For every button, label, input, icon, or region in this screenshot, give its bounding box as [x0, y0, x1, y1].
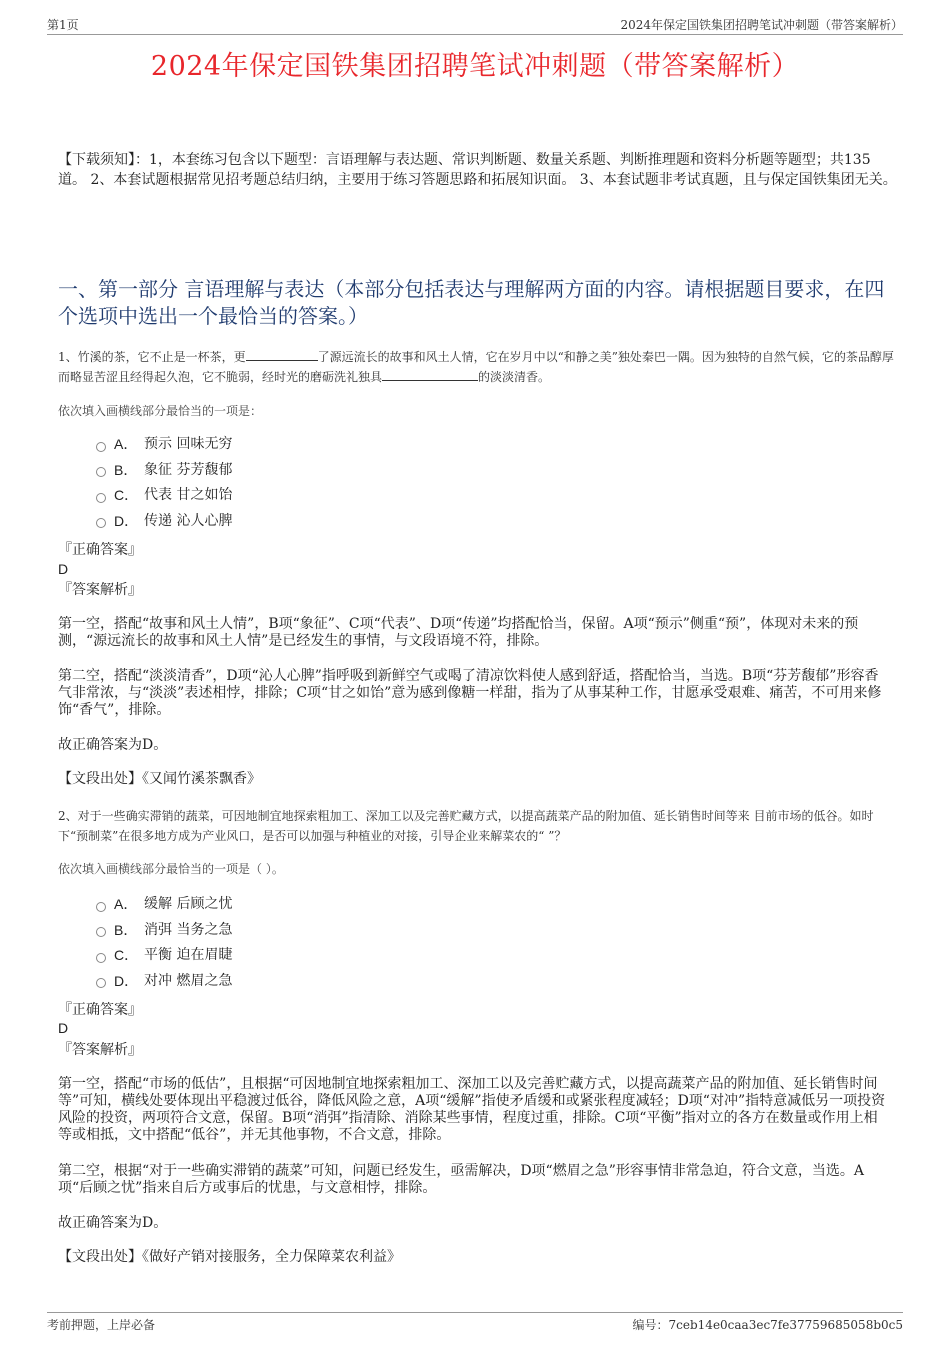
q2-analysis-p3: 故正确答案为D。: [58, 1215, 168, 1231]
q1-analysis-p3: 故正确答案为D。: [58, 737, 168, 753]
radio-icon[interactable]: [96, 518, 106, 528]
q1-analysis-label: 『答案解析』: [58, 582, 142, 598]
q2-analysis-p2: 第二空，根据“对于一些确实滞销的蔬菜”可知，问题已经发生，亟需解决，D项“燃眉之急”形容事情非常急迫，符合文意，当选。A项“后顾之忧”指来自后方或事后的忧患，与文意相悖，排除。: [58, 1163, 864, 1196]
q2-option-d[interactable]: D． 对冲 燃眉之急: [96, 969, 232, 995]
q1-answer: D: [58, 561, 69, 577]
section-heading: 一、第一部分 言语理解与表达（本部分包括表达与理解两方面的内容。请根据题目要求，在四个选项中选出一个最恰当的答案。）: [58, 277, 885, 328]
q2-answer-label: 『正确答案』: [58, 1002, 142, 1018]
q1-answer-label: 『正确答案』: [58, 542, 142, 558]
document-title: 2024年保定国铁集团招聘笔试冲刺题（带答案解析）: [150, 51, 800, 82]
q1-text-b: 了源远流长的故事和风土人情，它在岁月中以“和静之美”独处秦巴一隅。因为独特的自然气候，它的茶品醇厚而略显苦涩且经得起久泡，它不脆弱，经时光的磨砺洗礼独具: [58, 350, 894, 384]
q1-instruction: 依次填入画横线部分最恰当的一项是：: [58, 404, 263, 418]
q1-blank-1: [246, 360, 318, 361]
q1-option-b[interactable]: B． 象征 芬芳馥郁: [96, 458, 232, 484]
radio-icon[interactable]: [96, 902, 106, 912]
q2-instruction: 依次填入画横线部分最恰当的一项是（ ）。: [58, 862, 284, 876]
radio-icon[interactable]: [96, 442, 106, 452]
q1-option-a[interactable]: A． 预示 回味无穷: [96, 432, 232, 458]
radio-icon[interactable]: [96, 953, 106, 963]
q1-source: 【文段出处】《又闻竹溪茶飘香》: [58, 771, 261, 787]
download-notice: 【下载须知】：1，本套练习包含以下题型：言语理解与表达题、常识判断题、数量关系题、判断推理题和资料分析题等题型；共135道。 2、本套试题根据常见招考题总结归纳，主要用于练习答题思路和拓展知识面。 3、本套试题非考试真题，且与保定国铁集团无关。: [58, 152, 897, 188]
q2-option-c[interactable]: C． 平衡 迫在眉睫: [96, 943, 232, 969]
q1-text-c: 的淡淡清香。: [478, 370, 551, 384]
page-footer: [47, 1312, 903, 1332]
radio-icon[interactable]: [96, 927, 106, 937]
radio-icon[interactable]: [96, 467, 106, 477]
q2-options: [96, 892, 232, 994]
radio-icon[interactable]: [96, 978, 106, 988]
q1-analysis-p1: 第一空，搭配“故事和风土人情”，B项“象征”、C项“代表”、D项“传递”均搭配恰当，保留。A项“预示”侧重“预”，体现对未来的预测，“源远流长的故事和风土人情”是已经发生的事情，与文段语境不符，排除。: [58, 616, 859, 649]
footer-doc-id: 编号：7ceb14e0caa3ec7fe37759685058b0c5: [632, 1318, 903, 1332]
q2-analysis-p1: 第一空，搭配“市场的低估”，且根据“可因地制宜地探索粗加工、深加工以及完善贮藏方式，以提高蔬菜产品的附加值、延长销售时间等”可知，横线处要体现出平稳渡过低谷，降低风险之意，A项“缓解”指使矛盾缓和或紧张程度减轻；D项“对冲”指特意减低另一项投资风险的投资，两项符合文意，保留。B项“消弭”指清除、消除某些事情，程度过重，排除。C项“平衡”指对立的各方在数量或作用上相等或相抵，文中搭配“低谷”，并无其他事物，不合文意，排除。: [58, 1076, 886, 1143]
question-1-text: [58, 347, 898, 387]
page-header: [47, 14, 903, 35]
radio-icon[interactable]: [96, 493, 106, 503]
q2-source: 【文段出处】《做好产销对接服务，全力保障菜农利益》: [58, 1249, 401, 1265]
q2-option-a[interactable]: A． 缓解 后顾之忧: [96, 892, 232, 918]
page-number: 第1页: [47, 18, 79, 32]
q1-text-a: 1、竹溪的茶，它不止是一杯茶，更: [58, 350, 246, 364]
q1-blank-2: [382, 380, 478, 381]
q2-analysis-label: 『答案解析』: [58, 1042, 142, 1058]
question-2-text: 2、对于一些确实滞销的蔬菜，可因地制宜地探索粗加工、深加工以及完善贮藏方式，以提高蔬菜产品的附加值、延长销售时间等来 目前市场的低谷。如时下“预制菜”在很多地方成为产业风口，是否可以加强与种植业的对接，引导企业来解菜农的“ ”？: [58, 809, 874, 843]
q1-analysis-p2: 第二空，搭配“淡淡清香”，D项“沁人心脾”指呼吸到新鲜空气或喝了清凉饮料使人感到舒适，搭配恰当，当选。B项“芬芳馥郁”形容香气非常浓，与“淡淡”表述相悖，排除；C项“甘之如饴”意为感到像糖一样甜，指为了从事某种工作，甘愿承受艰难、痛苦，不可用来修饰“香气”，排除。: [58, 668, 882, 718]
q1-options: [96, 432, 232, 534]
q1-option-d[interactable]: D． 传递 沁人心脾: [96, 509, 232, 535]
header-doc-title: 2024年保定国铁集团招聘笔试冲刺题（带答案解析）: [620, 18, 903, 32]
q2-option-b[interactable]: B． 消弭 当务之急: [96, 918, 232, 944]
q1-option-c[interactable]: C． 代表 甘之如饴: [96, 483, 232, 509]
q2-answer: D: [58, 1020, 69, 1036]
footer-slogan: 考前押题，上岸必备: [47, 1318, 156, 1332]
